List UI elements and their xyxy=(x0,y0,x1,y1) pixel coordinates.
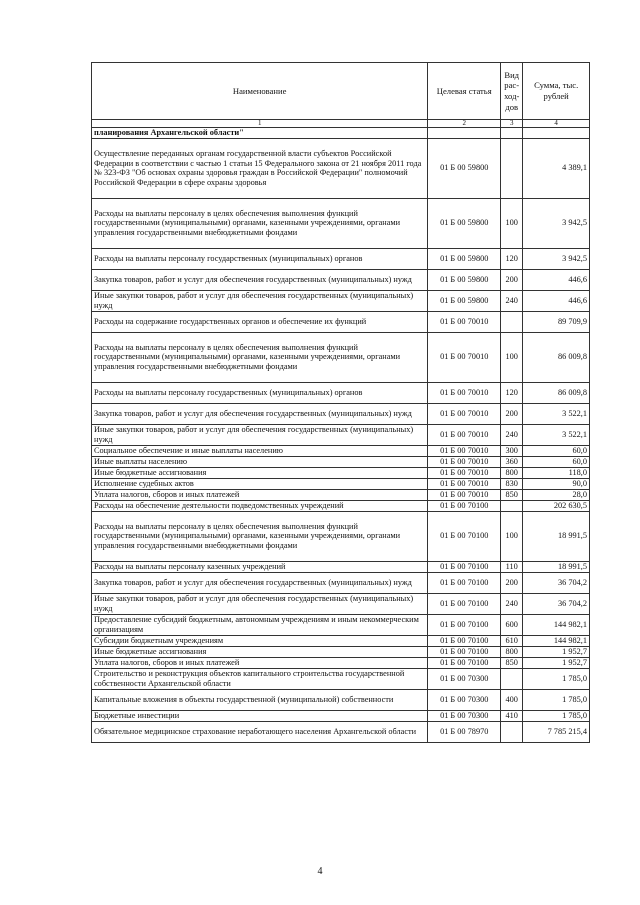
row-vid: 300 xyxy=(501,445,523,456)
row-sum: 36 704,2 xyxy=(523,593,590,614)
row-code: 01 Б 00 78970 xyxy=(428,721,501,742)
row-name: Расходы на выплаты персоналу в целях обеспечения выполнения функций государственными (муниципальными) органами, казенными учреждениями, органами управления государственными внебюджетными фондами xyxy=(92,198,428,248)
row-vid: 800 xyxy=(501,646,523,657)
table-row xyxy=(92,382,590,403)
row-vid: 120 xyxy=(501,248,523,269)
row-code: 01 Б 00 70010 xyxy=(428,489,501,500)
row-sum: 4 389,1 xyxy=(523,138,590,198)
row-vid: 120 xyxy=(501,382,523,403)
row-code: 01 Б 00 70010 xyxy=(428,311,501,332)
row-vid: 600 xyxy=(501,614,523,635)
row-name: Социальное обеспечение и иные выплаты населению xyxy=(92,445,428,456)
table-row xyxy=(92,657,590,668)
row-sum: 28,0 xyxy=(523,489,590,500)
row-vid: 850 xyxy=(501,489,523,500)
table-row xyxy=(92,489,590,500)
header-sum: Сумма, тыс. рублей xyxy=(523,63,590,120)
row-sum: 1 785,0 xyxy=(523,668,590,689)
row-vid: 100 xyxy=(501,332,523,382)
row-vid xyxy=(501,668,523,689)
row-sum: 446,6 xyxy=(523,269,590,290)
table-row xyxy=(92,614,590,635)
row-name: Закупка товаров, работ и услуг для обеспечения государственных (муниципальных) нужд xyxy=(92,269,428,290)
row-code xyxy=(428,128,501,139)
table-row xyxy=(92,424,590,445)
row-code: 01 Б 00 70010 xyxy=(428,467,501,478)
row-name: Уплата налогов, сборов и иных платежей xyxy=(92,657,428,668)
row-sum: 3 942,5 xyxy=(523,198,590,248)
row-sum xyxy=(523,128,590,139)
table-row xyxy=(92,456,590,467)
table-row xyxy=(92,248,590,269)
table-row xyxy=(92,138,590,198)
table-row xyxy=(92,572,590,593)
row-name: Иные бюджетные ассигнования xyxy=(92,467,428,478)
table-row xyxy=(92,721,590,742)
row-vid xyxy=(501,500,523,511)
row-name: Расходы на выплаты персоналу государственных (муниципальных) органов xyxy=(92,248,428,269)
row-name: Иные выплаты населению xyxy=(92,456,428,467)
row-code: 01 Б 00 70300 xyxy=(428,668,501,689)
row-name: планирования Архангельской области" xyxy=(92,128,428,139)
table-row xyxy=(92,478,590,489)
table-row xyxy=(92,635,590,646)
table-row xyxy=(92,403,590,424)
table-row xyxy=(92,593,590,614)
row-vid: 800 xyxy=(501,467,523,478)
row-vid: 240 xyxy=(501,593,523,614)
column-number-row xyxy=(92,120,590,128)
row-sum: 89 709,9 xyxy=(523,311,590,332)
row-code: 01 Б 00 59800 xyxy=(428,138,501,198)
row-sum: 446,6 xyxy=(523,290,590,311)
row-name: Исполнение судебных актов xyxy=(92,478,428,489)
row-vid: 200 xyxy=(501,403,523,424)
row-code: 01 Б 00 70300 xyxy=(428,710,501,721)
row-vid: 200 xyxy=(501,572,523,593)
row-vid: 410 xyxy=(501,710,523,721)
table-row xyxy=(92,445,590,456)
row-vid: 360 xyxy=(501,456,523,467)
row-code: 01 Б 00 70100 xyxy=(428,614,501,635)
row-code: 01 Б 00 70100 xyxy=(428,593,501,614)
row-sum: 90,0 xyxy=(523,478,590,489)
row-vid: 240 xyxy=(501,424,523,445)
row-vid: 610 xyxy=(501,635,523,646)
column-number: 3 xyxy=(501,120,523,128)
table-row xyxy=(92,511,590,561)
row-sum: 3 522,1 xyxy=(523,424,590,445)
row-sum: 36 704,2 xyxy=(523,572,590,593)
row-name: Расходы на выплаты персоналу государственных (муниципальных) органов xyxy=(92,382,428,403)
row-name: Закупка товаров, работ и услуг для обеспечения государственных (муниципальных) нужд xyxy=(92,572,428,593)
table-row xyxy=(92,332,590,382)
row-sum: 1 785,0 xyxy=(523,689,590,710)
row-name: Осуществление переданных органам государственной власти субъектов Российской Федерации в соответствии с частью 1 статьи 15 Федерального закона от 21 ноября 2011 года № 323-ФЗ "Об основах охраны здоровья граждан в Российской Федерации" полномочий Российской Федерации в сфере охраны здоровья xyxy=(92,138,428,198)
row-name: Расходы на выплаты персоналу в целях обеспечения выполнения функций государственными (муниципальными) органами, казенными учреждениями, органами управления государственными внебюджетными фондами xyxy=(92,332,428,382)
row-name: Субсидии бюджетным учреждениям xyxy=(92,635,428,646)
row-sum: 86 009,8 xyxy=(523,382,590,403)
row-name: Иные закупки товаров, работ и услуг для обеспечения государственных (муниципальных) нужд xyxy=(92,593,428,614)
row-sum: 86 009,8 xyxy=(523,332,590,382)
table-row xyxy=(92,198,590,248)
row-code: 01 Б 00 70100 xyxy=(428,572,501,593)
row-name: Иные бюджетные ассигнования xyxy=(92,646,428,657)
row-name: Обязательное медицинское страхование неработающего населения Архангельской области xyxy=(92,721,428,742)
row-sum: 1 952,7 xyxy=(523,657,590,668)
row-sum: 18 991,5 xyxy=(523,511,590,561)
row-vid xyxy=(501,721,523,742)
row-code: 01 Б 00 70100 xyxy=(428,635,501,646)
header-name: Наименование xyxy=(92,63,428,120)
row-code: 01 Б 00 59800 xyxy=(428,269,501,290)
column-number: 4 xyxy=(523,120,590,128)
row-code: 01 Б 00 70300 xyxy=(428,689,501,710)
row-vid: 850 xyxy=(501,657,523,668)
row-code: 01 Б 00 70010 xyxy=(428,478,501,489)
row-name: Иные закупки товаров, работ и услуг для обеспечения государственных (муниципальных) нужд xyxy=(92,290,428,311)
header-vid: Вид рас-ход-дов xyxy=(501,63,523,120)
row-name: Расходы на выплаты персоналу в целях обеспечения выполнения функций государственными (муниципальными) органами, казенными учреждениями, органами управления государственными внебюджетными фондами xyxy=(92,511,428,561)
row-name: Расходы на выплаты персоналу казенных учреждений xyxy=(92,561,428,572)
row-name: Закупка товаров, работ и услуг для обеспечения государственных (муниципальных) нужд xyxy=(92,403,428,424)
row-code: 01 Б 00 59800 xyxy=(428,248,501,269)
row-code: 01 Б 00 70010 xyxy=(428,445,501,456)
row-vid xyxy=(501,138,523,198)
row-code: 01 Б 00 70010 xyxy=(428,424,501,445)
table-row xyxy=(92,311,590,332)
row-vid xyxy=(501,128,523,139)
row-vid: 100 xyxy=(501,511,523,561)
column-number: 1 xyxy=(92,120,428,128)
row-vid xyxy=(501,311,523,332)
row-sum: 60,0 xyxy=(523,445,590,456)
row-code: 01 Б 00 70100 xyxy=(428,561,501,572)
table-row xyxy=(92,710,590,721)
table-row xyxy=(92,500,590,511)
row-sum: 202 630,5 xyxy=(523,500,590,511)
row-name: Уплата налогов, сборов и иных платежей xyxy=(92,489,428,500)
table-header-row xyxy=(92,63,590,120)
table-row xyxy=(92,128,590,139)
row-vid: 240 xyxy=(501,290,523,311)
row-code: 01 Б 00 70100 xyxy=(428,646,501,657)
header-code: Целевая статья xyxy=(428,63,501,120)
row-name: Расходы на содержание государственных органов и обеспечение их функций xyxy=(92,311,428,332)
table-row xyxy=(92,668,590,689)
row-code: 01 Б 00 70100 xyxy=(428,657,501,668)
row-name: Капитальные вложения в объекты государственной (муниципальной) собственности xyxy=(92,689,428,710)
row-sum: 1 785,0 xyxy=(523,710,590,721)
row-sum: 3 942,5 xyxy=(523,248,590,269)
row-sum: 60,0 xyxy=(523,456,590,467)
row-code: 01 Б 00 59800 xyxy=(428,198,501,248)
row-vid: 200 xyxy=(501,269,523,290)
table-row xyxy=(92,646,590,657)
table-row xyxy=(92,467,590,478)
row-name: Расходы на обеспечение деятельности подведомственных учреждений xyxy=(92,500,428,511)
row-sum: 144 982,1 xyxy=(523,635,590,646)
row-code: 01 Б 00 70010 xyxy=(428,403,501,424)
row-vid: 830 xyxy=(501,478,523,489)
row-code: 01 Б 00 70010 xyxy=(428,382,501,403)
row-code: 01 Б 00 70010 xyxy=(428,332,501,382)
row-sum: 18 991,5 xyxy=(523,561,590,572)
row-code: 01 Б 00 70100 xyxy=(428,500,501,511)
row-name: Строительство и реконструкция объектов капитального строительства государственной собственности Архангельской области xyxy=(92,668,428,689)
table-row xyxy=(92,689,590,710)
row-code: 01 Б 00 70100 xyxy=(428,511,501,561)
row-name: Предоставление субсидий бюджетным, автономным учреждениям и иным некоммерческим организациям xyxy=(92,614,428,635)
row-sum: 1 952,7 xyxy=(523,646,590,657)
row-sum: 144 982,1 xyxy=(523,614,590,635)
row-name: Бюджетные инвестиции xyxy=(92,710,428,721)
table-row xyxy=(92,290,590,311)
table-row xyxy=(92,269,590,290)
row-code: 01 Б 00 70010 xyxy=(428,456,501,467)
page-number: 4 xyxy=(317,866,323,877)
budget-table xyxy=(91,62,590,743)
table-row xyxy=(92,561,590,572)
row-vid: 400 xyxy=(501,689,523,710)
row-vid: 100 xyxy=(501,198,523,248)
row-name: Иные закупки товаров, работ и услуг для обеспечения государственных (муниципальных) нужд xyxy=(92,424,428,445)
row-vid: 110 xyxy=(501,561,523,572)
row-sum: 3 522,1 xyxy=(523,403,590,424)
row-code: 01 Б 00 59800 xyxy=(428,290,501,311)
column-number: 2 xyxy=(428,120,501,128)
row-sum: 7 785 215,4 xyxy=(523,721,590,742)
row-sum: 118,0 xyxy=(523,467,590,478)
